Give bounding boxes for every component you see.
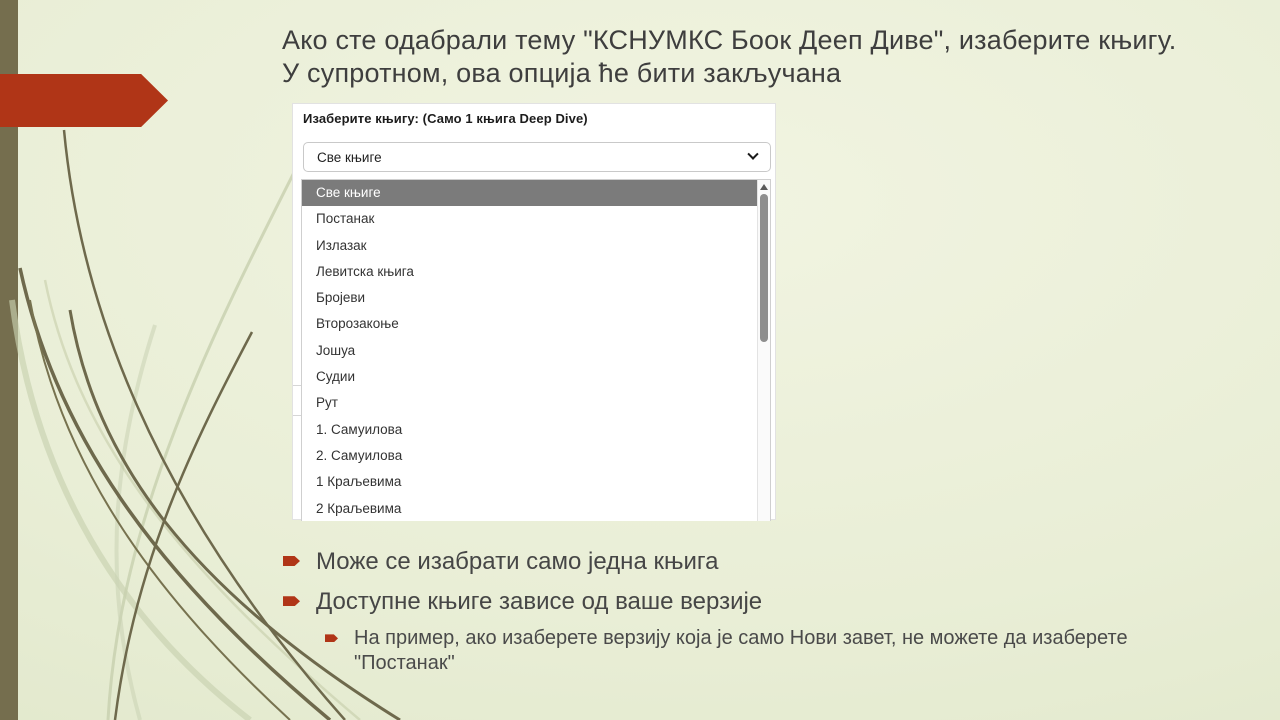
dropdown-option[interactable]: Излазак <box>316 237 367 253</box>
bullet-item <box>283 546 1243 577</box>
book-dropdown-options <box>302 180 757 521</box>
dropdown-option[interactable]: Судии <box>316 369 356 385</box>
dropdown-option[interactable]: 1 Краљевима <box>316 474 402 490</box>
dropdown-option[interactable]: Рут <box>316 395 338 411</box>
sub-bullet-text: На пример, ако изаберете верзију која је само Нови завет, не можете да изаберете "Постанак" <box>354 627 1128 674</box>
bullet-text: Доступне књиге зависе од ваше верзије <box>316 588 763 616</box>
dropdown-option[interactable]: Бројеви <box>316 290 366 306</box>
background-form-edge-line <box>293 415 301 416</box>
bullet-arrow-icon <box>283 556 300 566</box>
bullet-text: Може се изабрати само једна књига <box>316 548 719 575</box>
scrollbar-thumb[interactable] <box>760 194 768 342</box>
dropdown-option[interactable]: Постанак <box>316 211 375 227</box>
bullet-arrow-icon <box>325 634 338 642</box>
red-arrow-shape <box>0 74 168 127</box>
bullet-list <box>283 546 1243 675</box>
book-select-value: Све књиге <box>317 149 382 165</box>
dropdown-option[interactable]: 2. Самуилова <box>316 447 403 463</box>
screenshot-panel <box>292 103 776 520</box>
sub-bullet-item <box>325 626 1165 675</box>
select-book-label: Изаберите књигу: (Само 1 књига Deep Dive) <box>303 111 588 126</box>
background-form-edge-line <box>293 385 301 386</box>
bullet-item <box>283 586 1243 617</box>
dropdown-option[interactable]: Левитска књига <box>316 263 414 279</box>
dropdown-option[interactable]: Јошуа <box>316 342 356 358</box>
dropdown-option[interactable]: Све књиге <box>302 180 757 206</box>
chevron-down-icon <box>747 149 758 160</box>
dropdown-option[interactable]: 1. Самуилова <box>316 421 403 437</box>
dropdown-scrollbar[interactable] <box>757 180 770 521</box>
book-select[interactable] <box>303 142 771 172</box>
dropdown-option[interactable]: Второзакоње <box>316 316 399 332</box>
scroll-up-icon[interactable] <box>760 184 768 190</box>
slide-title: Ако сте одабрали тему "КСНУМКС Боок Дееп Диве", изаберите књигу. У супротном, ова опција ће бити закључана <box>282 25 1177 89</box>
dropdown-option[interactable]: 2 Краљевима <box>316 500 402 516</box>
bullet-arrow-icon <box>283 596 300 606</box>
book-dropdown-list <box>301 179 771 521</box>
